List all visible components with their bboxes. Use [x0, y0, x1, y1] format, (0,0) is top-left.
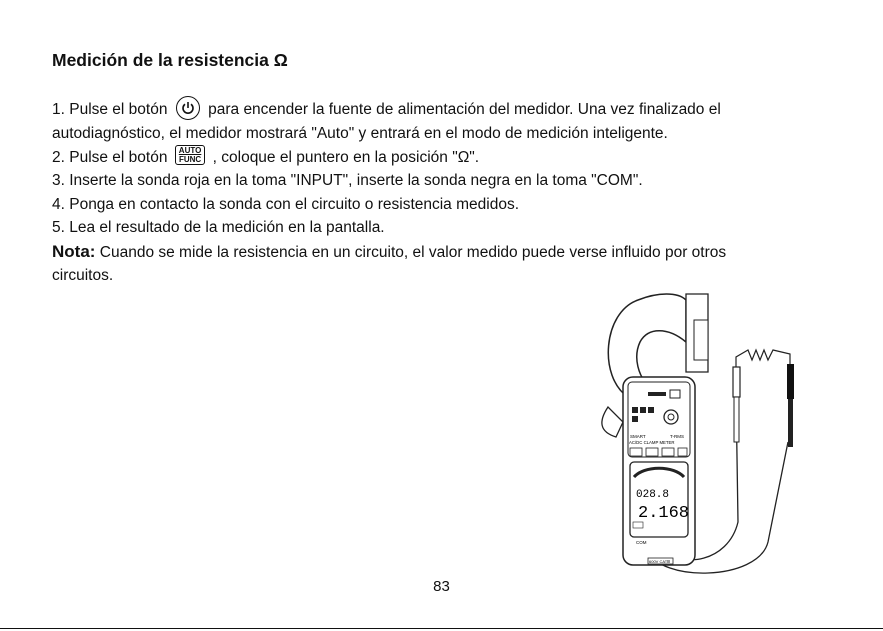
resistor-symbol — [736, 350, 790, 372]
step-2: 2. Pulse el botón AUTO FUNC , coloque el puntero en la posición "Ω". — [52, 146, 480, 166]
step-1-line-1: 1. Pulse el botón para encender la fuente de alimentación del medidor. Una vez finalizado el — [52, 98, 842, 122]
note-line-2: circuitos. — [52, 267, 114, 284]
note-label: Nota: — [52, 241, 96, 261]
black-probe — [787, 364, 794, 399]
step-4: 4. Ponga en contacto la sonda con el circuito o resistencia medidos. — [52, 195, 519, 213]
red-probe — [733, 367, 740, 397]
svg-text:SMART: SMART — [630, 434, 646, 439]
svg-text:T-RMS: T-RMS — [670, 434, 684, 439]
page-number: 83 — [433, 578, 450, 595]
svg-text:COM: COM — [636, 540, 647, 545]
power-button-icon — [664, 410, 678, 424]
svg-text:AC/DC CLAMP METER: AC/DC CLAMP METER — [629, 440, 675, 445]
svg-text:028.8: 028.8 — [636, 489, 670, 501]
page-title: Medición de la resistencia Ω — [52, 50, 288, 70]
step-3: 3. Inserte la sonda roja en la toma "INPUT", inserte la sonda negra en la toma "COM". — [52, 172, 643, 189]
jaw-trigger — [602, 407, 623, 437]
auto-func-button-icon: AUTO FUNC — [175, 145, 206, 165]
clamp-meter-illustration — [578, 282, 828, 582]
note: Nota: Cuando se mide la resistencia en un circuito, el valor medido puede verse influido por otros — [52, 241, 727, 261]
step-1-line-2: autodiagnóstico, el medidor mostrará "Auto" y entrará en el modo de medición inteligente. — [52, 125, 668, 142]
svg-text:600V CATⅢ: 600V CATⅢ — [649, 559, 670, 564]
svg-text:2.168: 2.168 — [638, 504, 690, 523]
bottom-rule — [0, 628, 883, 629]
step-5: 5. Lea el resultado de la medición en la pantalla. — [52, 219, 385, 236]
power-icon — [176, 96, 200, 120]
instructions — [52, 98, 842, 288]
